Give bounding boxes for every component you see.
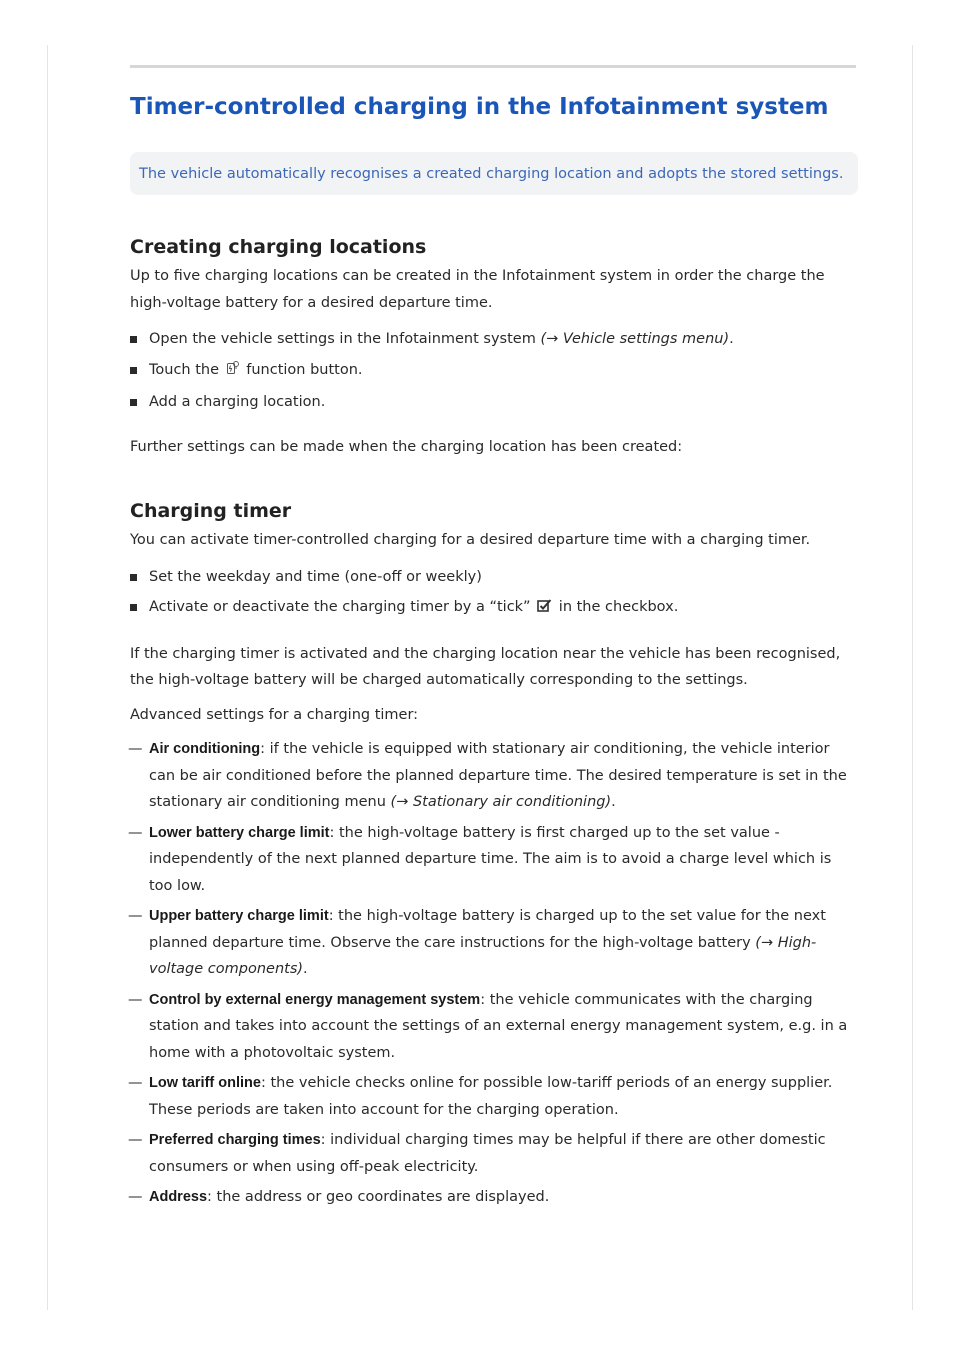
charging-location-icon [226,359,240,386]
dash-bullet: — [128,1189,143,1205]
list-item: Activate or deactivate the charging timer by a “tick” in the checkbox. [130,594,858,623]
list-item: Add a charging location. [130,389,858,416]
list-item: — Upper battery charge limit: the high-voltage battery is charged up to the set value for the next planned departure time. Observe the care instructions for the high-voltage battery (→ High-voltage components). [130,903,858,983]
setting-term: Control by external energy management system [149,991,481,1008]
xref-stationary-air-conditioning[interactable]: (→ Stationary air conditioning) [390,794,612,810]
section2-para2: Advanced settings for a charging timer: [130,706,419,723]
page-border-right [912,45,913,1310]
page-border-left [47,45,48,1310]
top-divider [130,65,856,68]
section2-para1: If the charging timer is activated and the charging location near the vehicle has been recognised, the high-voltage battery will be charged automatically corresponding to the settings. [130,645,841,688]
list-item: Touch the function button. [130,357,858,386]
section-heading-creating-locations: Creating charging locations [130,236,427,258]
bullet-square-icon [130,399,137,406]
section2-steps [130,564,858,623]
dash-bullet: — [128,991,143,1008]
section1-intro: Up to five charging locations can be created in the Infotainment system in order the charge the high-voltage battery for a desired departure time. [130,268,825,311]
dash-bullet: — [128,1075,143,1091]
bullet-square-icon [130,604,137,611]
setting-term: Lower battery charge limit [149,824,330,841]
section1-steps [130,326,858,416]
list-item: Open the vehicle settings in the Infotainment system (→ Vehicle settings menu). [130,326,858,353]
list-item: — Low tariff online: the vehicle checks online for possible low-tariff periods of an energy supplier. These periods are taken into account for the charging operation. [130,1070,858,1123]
setting-term: Low tariff online [149,1075,261,1091]
section2-intro: You can activate timer-controlled charging for a desired departure time with a charging timer. [130,532,811,548]
list-item: — Control by external energy management system: the vehicle communicates with the charging station and takes into account the settings of an external energy management system, e.g. in a home with a photovoltaic system. [130,987,858,1067]
setting-term: Air conditioning [149,741,261,757]
section1-outro: Further settings can be made when the charging location has been created: [130,438,683,455]
page-title: Timer-controlled charging in the Infotainment system [130,94,829,120]
xref-high-voltage-components[interactable]: (→ High-voltage components) [149,934,817,977]
page-content [130,88,858,1211]
xref-vehicle-settings-menu[interactable]: (→ Vehicle settings menu) [540,331,730,347]
dash-bullet: — [128,741,143,757]
list-item: Set the weekday and time (one-off or weekly) [130,564,858,591]
checkbox-tick-icon [537,596,552,623]
list-item: — Preferred charging times: individual charging times may be helpful if there are other domestic consumers or when using off-peak electricity. [130,1127,858,1180]
section-heading-charging-timer: Charging timer [130,500,292,522]
setting-term: Address [149,1189,208,1205]
list-item: — Air conditioning: if the vehicle is equipped with stationary air conditioning, the vehicle interior can be air conditioned before the planned departure time. The desired temperature is set in the stationary air conditioning menu (→ Stationary air conditioning). [130,736,858,816]
list-item: — Address: the address or geo coordinates are displayed. [130,1184,858,1211]
bullet-square-icon [130,336,137,343]
dash-bullet: — [128,824,143,841]
dash-bullet: — [128,908,143,924]
setting-term: Upper battery charge limit [149,908,329,924]
dash-bullet: — [128,1132,143,1148]
advanced-settings-list [130,736,858,1211]
list-item: — Lower battery charge limit: the high-voltage battery is first charged up to the set value - independently of the next planned departure time. The aim is to avoid a charge level which is too low. [130,820,858,900]
setting-term: Preferred charging times [149,1132,321,1148]
bullet-square-icon [130,574,137,581]
bullet-square-icon [130,367,137,374]
info-callout: The vehicle automatically recognises a created charging location and adopts the stored settings. [130,152,858,195]
